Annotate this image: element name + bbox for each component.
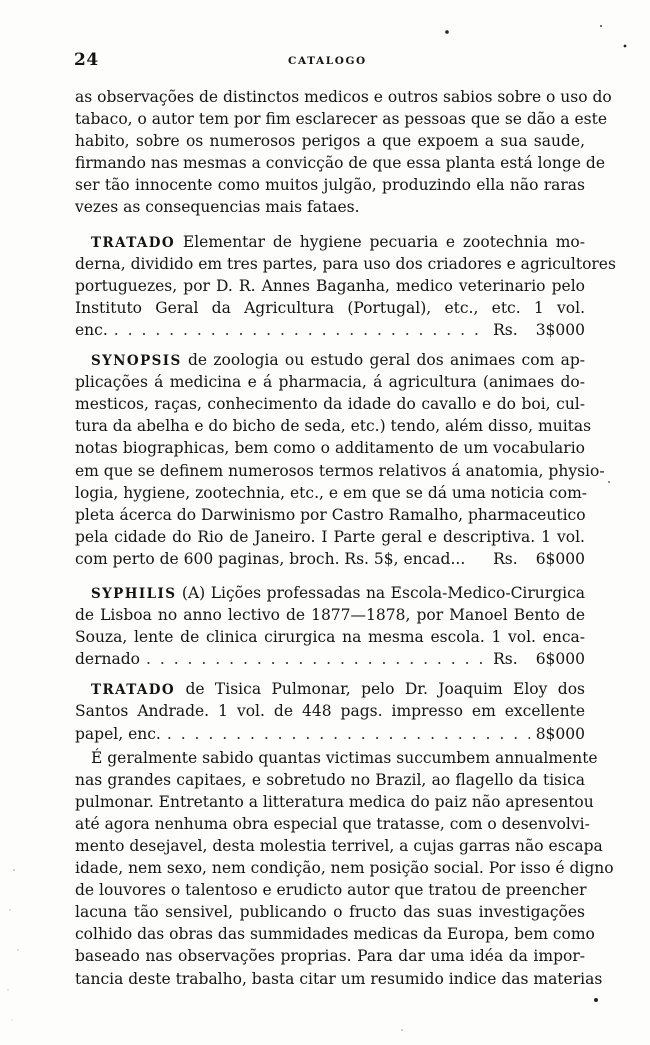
- speck: [624, 45, 627, 48]
- entry-first-line-text: de zoologia ou estudo geral dos animaes com ap-: [187, 351, 585, 370]
- text-line: de Lisboa no anno lectivo de 1877—1878, por Manoel Bento de: [75, 606, 585, 625]
- catalog-entry: [75, 678, 585, 744]
- entry-first-line-text: de Tisica Pulmonar, pelo Dr. Joaquim Eloy dos: [185, 680, 585, 699]
- text-line: derna, dividido em tres partes, para uso dos criadores e agricultores: [75, 254, 616, 273]
- entry-first-line: [75, 582, 585, 604]
- price-amount: 6$000: [535, 549, 585, 568]
- price-lead: enc.: [75, 320, 108, 339]
- speck: [17, 949, 18, 950]
- text-line: baseado nas observações proprias. Para dar uma idéa da impor-: [75, 947, 585, 966]
- running-head: CATALOGO: [288, 55, 367, 67]
- price-line: [75, 548, 585, 570]
- price-line: [75, 648, 585, 670]
- leader-dots: [167, 723, 530, 745]
- price-currency: Rs.: [493, 549, 518, 568]
- text-line: Instituto Geral da Agricultura (Portugal), etc., etc. 1 vol.: [75, 298, 585, 317]
- price-currency: Rs.: [493, 320, 518, 339]
- entry-first-line-text: Elementar de hygiene pecuaria e zootechnia mo-: [182, 232, 586, 251]
- text-line: nas grandes capitaes, e sobretudo no Brazil, ao flagello da tisica: [75, 770, 585, 789]
- price-lead: com perto de 600 paginas, broch. Rs. 5$, encad...: [75, 549, 466, 568]
- price-amount: 3$000: [535, 320, 585, 339]
- text-line: vezes as consequencias mais fataes.: [75, 198, 360, 217]
- entry-first-line: [75, 678, 585, 700]
- price-amount: 8$000: [535, 724, 585, 743]
- leader-dots: [114, 319, 487, 341]
- entry-heading: TRATADO: [91, 234, 176, 251]
- catalog-entry: [75, 231, 616, 341]
- page-header: [74, 50, 586, 72]
- speck: [7, 989, 8, 990]
- page-number: 24: [74, 50, 99, 70]
- text-line: Santos Andrade. 1 vol. de 448 pags. impresso em excellente: [75, 702, 585, 721]
- entry-heading: TRATADO: [91, 682, 176, 699]
- text-line: pela cidade do Rio de Janeiro. I Parte geral e descriptiva. 1 vol.: [75, 527, 585, 546]
- leader-dots: [146, 648, 487, 670]
- text-line: ser tão innocente como muitos julgão, produzindo ella não raras: [75, 176, 585, 195]
- speck: [9, 909, 10, 910]
- text-line: pleta ácerca do Darwinismo por Castro Ramalho, pharmaceutico: [75, 505, 586, 524]
- speck: [11, 1019, 12, 1020]
- speck: [401, 1029, 403, 1031]
- speck: [13, 869, 15, 871]
- speck: [594, 998, 598, 1002]
- text-line: até agora nenhuma obra especial que tratasse, com o desenvolvi-: [75, 814, 590, 833]
- text-line: notas biographicas, bem como o additamento de um vocabulario: [75, 439, 585, 458]
- text-line: tancia deste trabalho, basta citar um resumido indice das materias: [75, 969, 603, 988]
- text-line: mento desejavel, desta molestia terrivel, a cujas garras não escapa: [75, 837, 603, 855]
- text-line: tabaco, o autor tem por fim esclarecer as pessoas que se dão a este: [75, 110, 607, 129]
- catalog-entry: [75, 349, 605, 570]
- text-line: as observações de distinctos medicos e outros sabios sobre o uso do: [75, 88, 612, 106]
- price-lead: dernado: [75, 650, 140, 669]
- catalog-entry: [75, 582, 585, 670]
- price-amount: 6$000: [535, 650, 585, 669]
- speck: [608, 481, 610, 483]
- entry-first-line: [75, 349, 585, 371]
- text-line: Souza, lente de clinica cirurgica na mesma escola. 1 vol. enca-: [75, 628, 585, 647]
- text-line: lacuna tão sensivel, publicando o fructo das suas investigações: [75, 903, 585, 922]
- text-line: portuguezes, por D. R. Annes Baganha, medico veterinario pelo: [75, 276, 585, 295]
- text-line: plicações á medicina e á pharmacia, á agricultura (animaes do-: [75, 373, 585, 392]
- text-line: colhido das obras das summidades medicas da Europa, bem como: [75, 925, 595, 944]
- entry-heading: SYNOPSIS: [91, 353, 182, 370]
- price-line: [75, 319, 585, 341]
- price-currency: Rs.: [493, 650, 518, 669]
- entry-first-line-text: Lições professadas na Escola-Medico-Cirurgica: [210, 583, 585, 602]
- text-line: logia, hygiene, zootechnia, etc., e em que se dá uma noticia com-: [75, 483, 588, 502]
- text-line: É geralmente sabido quantas victimas succumbem annualmente: [91, 748, 598, 767]
- text-line: em que se definem numerosos termos relativos á anatomia, physio-: [75, 461, 605, 480]
- intro-paragraph: [75, 86, 612, 219]
- entry-heading-suffix: (A): [181, 583, 206, 602]
- speck: [445, 30, 449, 34]
- speck: [600, 25, 602, 27]
- text-line: habito, sobre os numerosos perigos a que expoem a sua saude,: [75, 132, 585, 151]
- text-line: mesticos, raças, conhecimento da idade do cavallo e do boi, cul-: [75, 395, 585, 414]
- text-line: tura da abelha e do bicho de seda, etc.) tendo, além disso, muitas: [75, 417, 592, 436]
- text-line: pulmonar. Entretanto a litteratura medica do paiz não apresentou: [75, 792, 594, 811]
- entry-heading: SYPHILIS: [91, 585, 177, 602]
- text-line: firmando nas mesmas a convicção de que essa planta está longe de: [75, 154, 606, 173]
- page-body: [75, 86, 616, 990]
- price-line: [75, 723, 585, 745]
- review-paragraph: [75, 747, 614, 990]
- entry-first-line: [75, 231, 585, 253]
- text-line: de louvores o talentoso e erudicto autor que tratou de preencher: [75, 881, 587, 900]
- text-line: idade, nem sexo, nem condição, nem posição social. Por isso é digno: [75, 859, 614, 878]
- price-lead: papel, enc.: [75, 724, 161, 743]
